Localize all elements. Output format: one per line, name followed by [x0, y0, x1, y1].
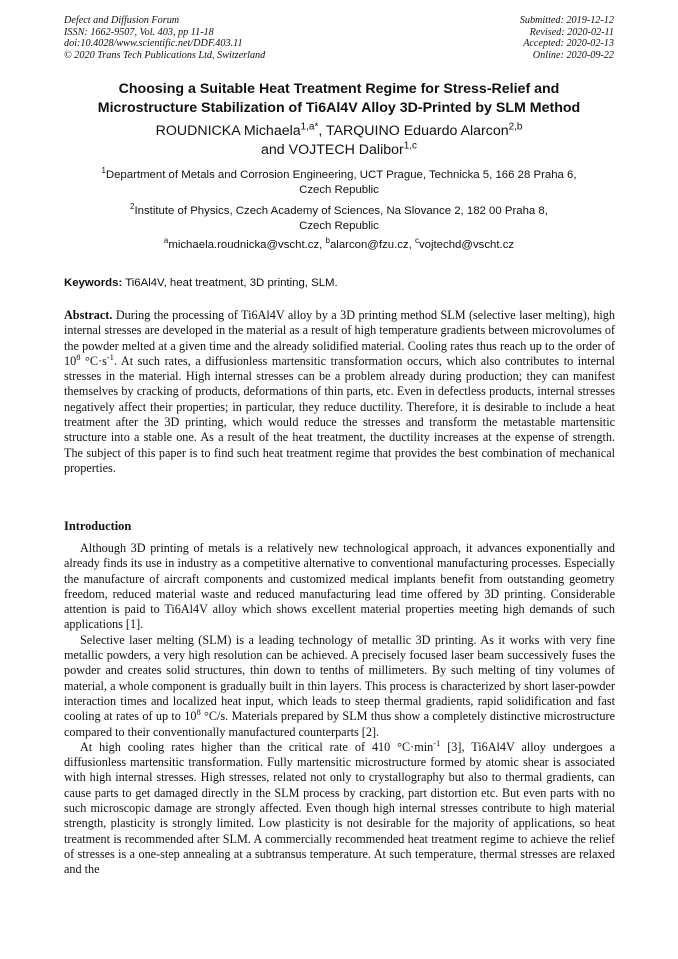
doi-line: doi:10.4028/www.scientific.net/DDF.403.11 [64, 38, 243, 50]
abstract-text-2: °C·s [80, 353, 107, 368]
email-b-sup: b [325, 236, 330, 246]
abstract [64, 308, 615, 476]
author-and: and [261, 142, 289, 158]
affiliation-2-line-2: Czech Republic [299, 220, 379, 232]
email-a-sup: a [163, 236, 169, 246]
keywords [64, 276, 615, 291]
author-separator: , [318, 123, 326, 139]
intro-p2-text-1: Selective laser melting (SLM) is a leading technology of metallic 3D printing. As it works with very fine metallic powders, a very high resolution can be achieved. A precisely focused laser beam successively fuses the powder and creates solid structures, thin down to tenths of millimeters. By such melting of tiny volumes of material, a whole component is gradually built in thin layers. This process is characterized by short laser-powder interaction times and localized heat input, which leads to steep thermal gradients, rapid solidification and fast cooling at rates of up to 10 [64, 632, 615, 724]
keywords-text: Ti6Al4V, heat treatment, 3D printing, SLM. [122, 277, 338, 289]
intro-p3-text-1: At high cooling rates higher than the critical rate of 410 °C·min [80, 739, 434, 754]
introduction-body [64, 541, 615, 878]
keywords-label: Keywords: [64, 277, 123, 289]
journal-info [64, 15, 265, 61]
email-c: vojtechd@vscht.cz [418, 239, 515, 251]
intro-paragraph-3 [64, 737, 615, 878]
intro-p3-text-2: [3], Ti6Al4V alloy undergoes a diffusionless martensitic transformation. Fully martensitic microstructure formed by atomic shear is associated with high internal stresses. High stresses, related not only to crystallography but also to thermal gradients, can cause parts to get damaged directly in the SLM process by cracking, part distortion etc. But even parts with no such microscopic damage are strongly affected. Even though high internal stresses contribute to high material strength, plasticity is strongly limited. Low plasticity is not desirable for the majority of applications, so heat treatment is recommended after SLM. A commercially recommended heat treatment regime to achieve the relief of stresses is a one-step annealing at a subtransus temperature. At such temperature, thermal stresses are relaxed and the [64, 739, 615, 877]
author-2-sup: 2,b [508, 121, 523, 133]
journal-name: Defect and Diffusion Forum [64, 15, 180, 26]
affiliation-1 [64, 168, 614, 198]
publication-dates [520, 15, 614, 61]
revised-date: Revised: 2020-02-11 [529, 26, 614, 38]
paper-title [50, 80, 628, 117]
affiliation-2-text: Institute of Physics, Czech Academy of Sciences, Na Slovance 2, 182 00 Praha 8, [134, 205, 548, 217]
online-date: Online: 2020-09-22 [532, 49, 614, 61]
accepted-date: Accepted: 2020-02-13 [523, 38, 614, 50]
copyright-line: © 2020 Trans Tech Publications Ltd, Switzerland [64, 49, 266, 61]
author-3-sup: 1,c [403, 140, 417, 152]
author-emails [50, 238, 628, 253]
title-line-1: Choosing a Suitable Heat Treatment Regime for Stress-Relief and [118, 81, 560, 97]
affiliation-2-line-1 [64, 204, 614, 219]
intro-paragraph-1: Although 3D printing of metals is a relatively new technological approach, it advances exponentially and already finds its use in industry as a competitive alternative to conventional manufacturing processes. Especially the manufacture of aircraft components and customized medical implants benefit from outstanding geometry freedom, reduced material waste and reduced manufacturing lead time offered by 3D printing. Considerable attention is paid to Ti6Al4V alloy which shows excellent material properties meeting high demands of such applications [1]. [64, 541, 615, 632]
affiliation-1-line-2: Czech Republic [299, 184, 379, 196]
intro-p2-sup: 8 [196, 707, 201, 718]
email-a: michaela.roudnicka@vscht.cz, [168, 239, 326, 251]
affiliation-2-sup: 2 [130, 202, 135, 212]
email-c-sup: c [414, 236, 419, 246]
authors-line-1 [50, 122, 628, 141]
authors-line-2 [50, 141, 628, 160]
intro-p2-text-2: °C/s. Materials prepared by SLM thus show a completely distinctive microstructure compared to their conventionally manufactured counterparts [2]. [64, 709, 615, 739]
author-2: TARQUINO Eduardo Alarcon [325, 123, 509, 139]
title-line-2: Microstructure Stabilization of Ti6Al4V Alloy 3D-Printed by SLM Method [97, 99, 581, 116]
abstract-label: Abstract. [64, 308, 113, 322]
section-heading-introduction: Introduction [64, 519, 132, 533]
author-1: ROUDNICKA Michaela [155, 123, 301, 139]
intro-paragraph-2 [64, 633, 615, 740]
abstract-sup-2: -1 [106, 351, 114, 362]
intro-p3-sup: -1 [433, 737, 441, 748]
author-1-sup: 1,a* [300, 121, 319, 133]
affiliation-1-text: Department of Metals and Corrosion Engineering, UCT Prague, Technicka 5, 166 28 Praha 6, [105, 169, 577, 181]
author-3: VOJTECH Dalibor [288, 142, 404, 158]
abstract-text-1: During the processing of Ti6Al4V alloy by a 3D printing method SLM (selective laser melting), high internal stresses are developed in the material as a result of high temperature gradients between microvolumes of the powder melted at a given time and the already solidified material. Cooling rates thus reach up to the order of 10 [64, 308, 615, 368]
abstract-sup-1: 8 [76, 351, 81, 362]
issn-line: ISSN: 1662-9507, Vol. 403, pp 11-18 [64, 26, 214, 38]
affiliation-1-line-1 [64, 168, 614, 183]
author-list [50, 122, 628, 160]
abstract-text-3: . At such rates, a diffusionless martensitic transformation occurs, which also contributes to internal stresses in the material. High internal stresses can be a problem already during production; they can manifest themselves by cracking of products, deformations of thin parts, etc. Even in defectless products, internal stresses negatively affect their properties; in particular, they reduce ductility. Therefore, it is desirable to include a heat treatment after the 3D printing, which would reduce the stresses and transform the metastable martensitic structure into a stable one. As a result of the heat treatment, the ductility increases at the expense of strength. The subject of this paper is to find such heat treatment regime that provides the best combination of mechanical properties. [64, 353, 615, 475]
affiliation-2 [64, 204, 614, 234]
submitted-date: Submitted: 2019-12-12 [519, 15, 614, 26]
affiliation-1-sup: 1 [101, 166, 106, 176]
email-b: alarcon@fzu.cz, [329, 239, 415, 251]
